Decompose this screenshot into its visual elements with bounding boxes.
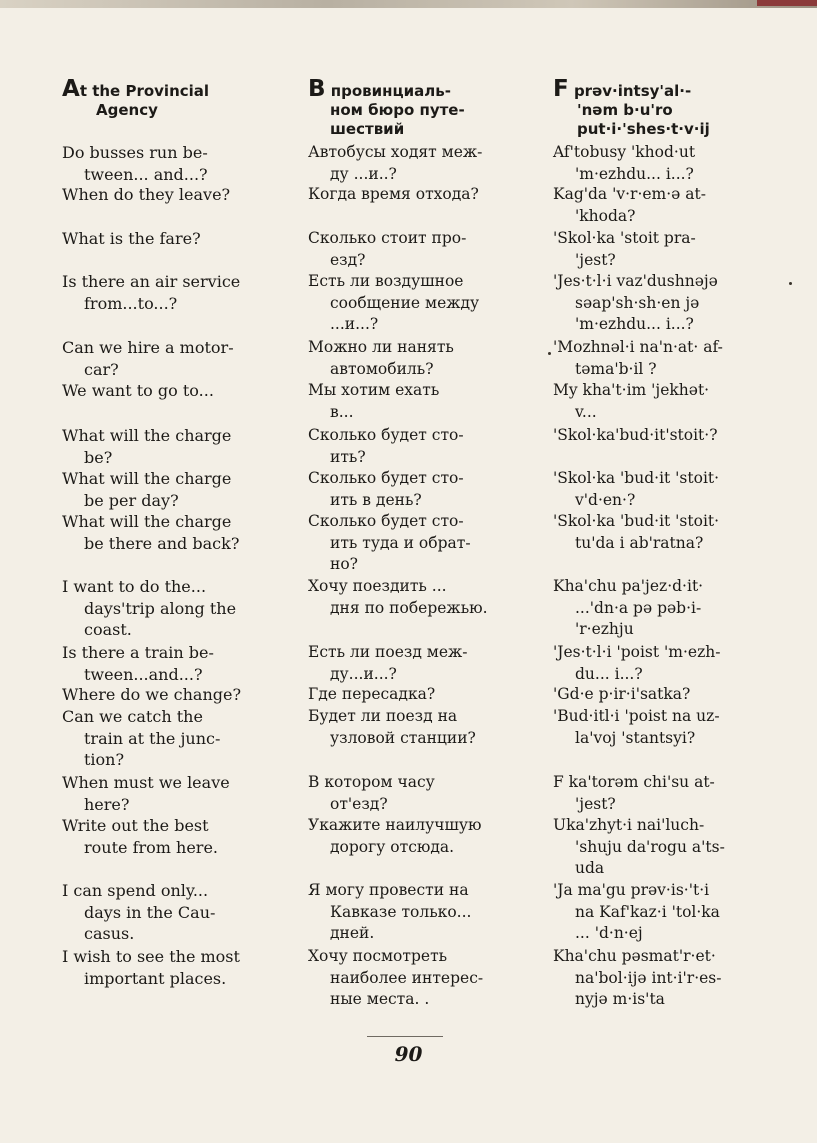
russian-entry [308, 772, 530, 815]
transcription-entry-text: Uka'zhyt·i nai'luch- 'shuju da'rogu a'ts- uda [553, 816, 725, 877]
transcription-entry-text: F ka'torəm chi'su at- 'jest? [553, 773, 715, 813]
russian-entry [308, 684, 530, 706]
page-edge-accent [757, 0, 817, 6]
russian-entry [308, 184, 530, 206]
russian-entry-text: Автобусы ходят меж- ду ...и..? [308, 143, 483, 183]
transcription-entry [553, 142, 785, 185]
russian-entry [308, 880, 530, 945]
russian-entry [308, 706, 530, 749]
transcription-entry-text: Kha'chu pəsmat'r·et· na'bol·ijə int·i'r·es- nyjə m·is'ta [553, 947, 722, 1008]
russian-entry [308, 642, 530, 685]
transcription-entry [553, 184, 785, 227]
transcription-heading-line2: 'nəm b·u'ro [577, 101, 673, 119]
russian-heading-line2: ном бюро путе- [330, 101, 465, 119]
english-entry [62, 880, 294, 945]
english-column [62, 76, 272, 988]
russian-entry-text: Сколько будет сто- ить в день? [308, 469, 464, 509]
english-heading-initial: A [62, 76, 80, 102]
russian-entry [308, 228, 530, 271]
russian-entry-text: Где пересадка? [308, 685, 436, 703]
russian-entry [308, 271, 530, 336]
english-entry-text: When must we leave here? [62, 773, 230, 814]
english-entry-text: What is the fare? [62, 229, 201, 248]
english-entry-text: We want to go to... [62, 381, 214, 400]
transcription-entry [553, 511, 785, 554]
russian-entry [308, 142, 530, 185]
russian-entry [308, 337, 530, 380]
english-entry [62, 642, 294, 685]
page-number: 90 [394, 1042, 423, 1066]
transcription-entry [553, 337, 785, 380]
english-entry-text: When do they leave? [62, 185, 231, 204]
transcription-entry-text: 'Bud·itl·i 'poist na uz- la'voj 'stantsyi? [553, 707, 720, 747]
russian-heading-line3: шествий [330, 120, 405, 138]
russian-entry [308, 946, 530, 1011]
russian-entry [308, 576, 530, 619]
english-entry [62, 271, 294, 314]
transcription-entry-text: My kha't·im 'jekhət· v... [553, 381, 710, 421]
russian-entry [308, 815, 530, 858]
transcription-entry-text: 'Skol·ka'bud·it'stoit·? [553, 426, 718, 444]
transcription-entry [553, 946, 785, 1011]
transcription-column [553, 76, 763, 1008]
transcription-entry-text: 'Jes·t·l·i 'poist 'm·ezh- du... i...? [553, 643, 721, 683]
russian-entry-text: Есть ли воздушное сообщение между ...и...? [308, 272, 480, 333]
english-entry [62, 706, 294, 771]
english-entry-text: I wish to see the most important places. [62, 947, 240, 988]
russian-entry-text: Сколько будет сто- ить? [308, 426, 464, 466]
russian-entry-text: Хочу посмотреть наиболее интерес- ные места. . [308, 947, 484, 1008]
english-entry-text: Where do we change? [62, 685, 242, 704]
english-entry [62, 511, 294, 554]
english-entry-text: Can we hire a motor- car? [62, 338, 234, 379]
english-entry [62, 380, 294, 402]
english-entry-text: Do busses run be- tween... and...? [62, 143, 208, 184]
transcription-entry-text: 'Skol·ka 'bud·it 'stoit· v'd·en·? [553, 469, 720, 509]
russian-heading [308, 76, 508, 139]
transcription-entry-text: 'Ja ma'gu prəv·is·'t·i na Kaf'kaz·i 'tol·ka ... 'd·n·ej [553, 881, 720, 942]
transcription-entry [553, 380, 785, 423]
russian-entry [308, 380, 530, 423]
english-entry [62, 337, 294, 380]
english-entry-text: What will the charge be per day? [62, 469, 232, 510]
russian-entry-text: Когда время отхода? [308, 185, 479, 203]
transcription-entry [553, 815, 785, 880]
transcription-heading-initial: F [553, 76, 569, 102]
russian-entry-text: Можно ли нанять автомобиль? [308, 338, 454, 378]
transcription-entry-text: Af'tobusy 'khod·ut 'm·ezhdu... i...? [553, 143, 696, 183]
english-entry-text: Write out the best route from here. [62, 816, 219, 857]
english-entry [62, 576, 294, 641]
russian-heading-initial: В [308, 76, 326, 102]
english-entry-text: What will the charge be? [62, 426, 232, 467]
russian-entry [308, 511, 530, 576]
english-entry-text: What will the charge be there and back? [62, 512, 240, 553]
english-entry [62, 684, 294, 706]
english-entry [62, 772, 294, 815]
transcription-entry [553, 576, 785, 641]
english-entry-text: Is there a train be- tween...and...? [62, 643, 214, 684]
english-entry-text: I want to do the... days'trip along the coast. [62, 577, 237, 639]
russian-entry-text: Есть ли поезд меж- ду...и...? [308, 643, 468, 683]
english-heading-rest: t the Provincial [79, 82, 210, 100]
russian-column [308, 76, 508, 1008]
russian-entry-text: Укажите наилучшую дорогу отсюда. [308, 816, 482, 856]
english-entry [62, 468, 294, 511]
russian-entry-text: В котором часу от'езд? [308, 773, 435, 813]
transcription-heading-line3: put·i·'shes·t·v·ij [577, 120, 710, 138]
transcription-entry [553, 425, 785, 447]
page-edge [0, 0, 817, 8]
transcription-entry [553, 880, 785, 945]
transcription-entry-text: Kag'da 'v·r·em·ə at- 'khoda? [553, 185, 706, 225]
russian-entry-text: Хочу поездить ... дня по побережью. [308, 577, 488, 617]
transcription-entry-text: 'Skol·ka 'stoit pra- 'jest? [553, 229, 696, 269]
english-entry [62, 946, 294, 989]
russian-entry-text: Сколько стоит про- езд? [308, 229, 467, 269]
print-speck [548, 352, 551, 355]
transcription-entry-text: 'Mozhnəl·i na'n·at· af- təma'b·il ? [553, 338, 723, 378]
transcription-entry [553, 642, 785, 685]
russian-entry [308, 425, 530, 468]
english-entry [62, 142, 294, 185]
english-entry [62, 815, 294, 858]
english-heading [62, 76, 272, 120]
english-entry [62, 425, 294, 468]
transcription-heading [553, 76, 763, 139]
transcription-entry [553, 271, 785, 336]
transcription-entry-text: Kha'chu pa'jez·d·it· ...'dn·a pə pəb·i- 'r·ezhju [553, 577, 704, 638]
transcription-entry-text: 'Gd·e p·ir·i'satka? [553, 685, 691, 703]
russian-entry-text: Сколько будет сто- ить туда и обрат- но? [308, 512, 471, 573]
footer-rule [367, 1036, 443, 1037]
english-entry-text: Can we catch the train at the junc- tion? [62, 707, 221, 769]
transcription-entry-text: 'Skol·ka 'bud·it 'stoit· tu'da i ab'ratna? [553, 512, 720, 552]
transcription-entry [553, 772, 785, 815]
english-heading-line2: Agency [96, 101, 158, 119]
english-entry-text: Is there an air service from...to...? [62, 272, 241, 313]
english-entry [62, 184, 294, 206]
english-entry-text: I can spend only... days in the Cau- casus. [62, 881, 216, 943]
russian-entry-text: Мы хотим ехать в... [308, 381, 440, 421]
english-entry [62, 228, 294, 250]
transcription-entry [553, 684, 785, 706]
transcription-heading-rest: prəv·intsy'al·- [568, 82, 692, 100]
transcription-entry [553, 228, 785, 271]
transcription-entry-text: 'Jes·t·l·i vaz'dushnəjə səap'sh·sh·en jə 'm·ezhdu... i...? [553, 272, 718, 333]
russian-entry-text: Будет ли поезд на узловой станции? [308, 707, 476, 747]
print-speck [789, 282, 792, 285]
russian-heading-rest: провинциаль- [325, 82, 451, 100]
transcription-entry [553, 706, 785, 749]
russian-entry [308, 468, 530, 511]
transcription-entry [553, 468, 785, 511]
russian-entry-text: Я могу провести на Кавказе только... дней. [308, 881, 472, 942]
